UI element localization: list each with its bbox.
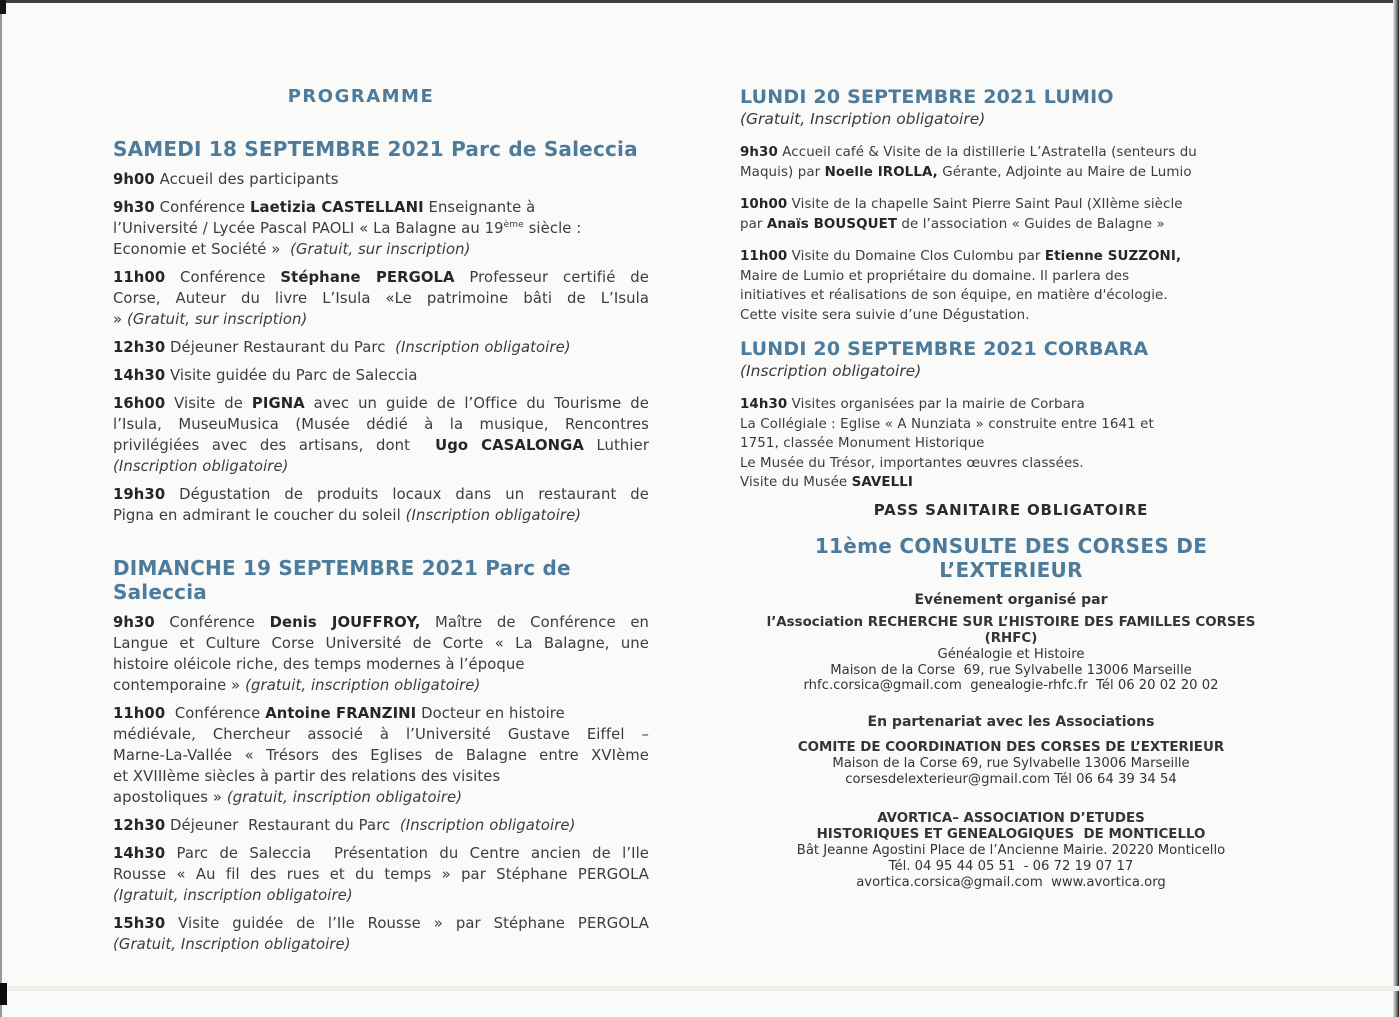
text-segment: Conférence (165, 705, 266, 722)
text-segment: initiatives et réalisations de son équipe, en matière d'écologie. (740, 288, 1168, 303)
footer-line: AVORTICA– ASSOCIATION D’ETUDES (877, 811, 1145, 827)
partner-comite (740, 740, 1282, 787)
text-segment: (gratuit, inscription obligatoire) (226, 789, 463, 806)
entry-line (740, 454, 1282, 474)
entry-line (113, 267, 649, 288)
text-segment: 15h30 (113, 915, 166, 932)
scan-edge-left (0, 0, 2, 1017)
entry-line (113, 675, 649, 696)
entry-line (740, 434, 1282, 454)
text-segment: Marne-La-Vallée « Trésors des Eglises de Balagne entre XVIème (113, 747, 649, 764)
scan-edge-right (1393, 0, 1399, 1017)
text-segment: Corse, Auteur du livre L’Isula «Le patrimoine bâti de L’Isula (113, 290, 649, 307)
schedule-entry (113, 365, 649, 386)
partner-avortica (740, 811, 1282, 890)
text-segment: avec un guide de l’Office du Tourisme de (304, 395, 650, 412)
text-segment: (Inscription obligatoire) (405, 507, 582, 524)
text-segment: SAVELLI (851, 475, 913, 490)
organizer-rhfc (740, 615, 1282, 694)
footer-line: Tél. 04 95 44 05 51 - 06 72 19 07 17 (888, 858, 1134, 874)
entry-line (113, 484, 649, 505)
text-segment: 11h00 (740, 249, 788, 264)
entry-line (113, 435, 649, 456)
text-segment: Gérante, Adjointe au Maire de Lumio (937, 164, 1192, 180)
schedule-entry (113, 267, 649, 330)
entry-line (113, 815, 649, 836)
schedule-entry (740, 195, 1282, 234)
text-segment: Conférence (165, 269, 281, 286)
day-heading: LUNDI 20 SEPTEMBRE 2021 LUMIO (740, 86, 1114, 108)
text-segment: (Inscription obligatoire) (113, 458, 289, 475)
left-day-sections (113, 137, 649, 955)
organizer-intro (740, 593, 1282, 609)
day-section (740, 86, 1282, 325)
entry-line (740, 306, 1282, 326)
text-segment: 11h00 (113, 705, 166, 722)
entry-line (113, 197, 649, 218)
text-segment: 9h00 (113, 171, 155, 188)
schedule-entry (113, 703, 649, 808)
text-segment: Stéphane PERGOLA (280, 269, 455, 286)
entry-line (113, 724, 649, 745)
text-segment: l’Isula, MuseuMusica (Musée dédié à la musique, Rencontres (113, 416, 649, 433)
text-segment: Dégustation de produits locaux dans un restaurant de (165, 486, 649, 503)
text-segment: 9h30 (740, 145, 778, 160)
organizer-partner-blocks (740, 593, 1282, 891)
text-segment: (Gratuit, sur inscription) (290, 241, 471, 258)
text-segment: Visite guidée du Parc de Saleccia (165, 367, 418, 384)
schedule-entry (113, 843, 649, 906)
schedule-entry (740, 143, 1282, 182)
text-segment: 9h30 (113, 199, 155, 216)
consulte-title: 11ème CONSULTE DES CORSES DE L’EXTERIEUR (814, 533, 1208, 582)
text-segment: contemporaine » (113, 677, 246, 694)
schedule-entry (113, 484, 649, 526)
text-segment: 10h00 (740, 197, 788, 212)
text-segment: Enseignante à (423, 199, 536, 216)
text-segment: (Igratuit, inscription obligatoire) (113, 887, 353, 904)
text-segment: Visites organisées par la mairie de Corbara (787, 397, 1085, 412)
text-segment: Visite du Domaine Clos Culombu par (787, 249, 1045, 264)
entry-line (113, 456, 649, 477)
right-column (740, 86, 1282, 904)
schedule-entry (113, 815, 649, 836)
text-segment: Economie et Société » (113, 241, 291, 258)
entry-line (740, 415, 1282, 435)
entry-line (113, 218, 649, 239)
schedule-entry (113, 612, 649, 696)
day-section (113, 137, 649, 526)
entry-line (113, 288, 649, 309)
text-segment: Visite de (165, 395, 252, 412)
entry-line (113, 766, 649, 787)
entry-line (740, 267, 1282, 287)
text-segment: 16h00 (113, 395, 166, 412)
entry-line (113, 414, 649, 435)
text-segment: Langue et Culture Corse Université de Corte « La Balagne, une (113, 635, 649, 652)
footer-line: Généalogie et Histoire (937, 646, 1085, 662)
left-column (113, 86, 649, 962)
schedule-entry (113, 337, 649, 358)
text-segment: (Gratuit, Inscription obligatoire) (113, 936, 351, 953)
entry-line (740, 473, 1282, 493)
text-segment: Maître de Conférence en (420, 614, 649, 631)
text-segment: 12h30 (113, 817, 166, 834)
text-segment: Professeur certifié de (454, 269, 649, 286)
text-segment: Maquis) par (740, 164, 825, 180)
entry-line (113, 703, 649, 724)
text-segment: de l’association « Guides de Balagne » (897, 216, 1165, 232)
text-segment: (Inscription obligatoire) (399, 817, 576, 834)
footer-line: HISTORIQUES ET GENEALOGIQUES DE MONTICELLO (816, 827, 1206, 843)
entry-line (740, 215, 1282, 235)
text-segment: 12h30 (113, 339, 166, 356)
text-segment: Visite guidée de l’Ile Rousse » par Stéphane PERGOLA (165, 915, 649, 932)
text-segment: l’Université / Lycée Pascal PAOLI « La Balagne au 19 (113, 220, 504, 237)
scan-bottom-left-mark (0, 983, 7, 1005)
text-segment: Rousse « Au fil des rues et du temps » par Stéphane PERGOLA (113, 866, 649, 883)
entry-line (740, 247, 1282, 267)
text-segment: (gratuit, inscription obligatoire) (245, 677, 481, 694)
entry-line (113, 239, 649, 260)
footer-line: COMITE DE COORDINATION DES CORSES DE L’EXTERIEUR (797, 740, 1225, 756)
entry-line (740, 143, 1282, 163)
text-segment: apostoliques » (113, 789, 227, 806)
text-segment: PIGNA (251, 395, 305, 412)
scan-corner-mark (0, 0, 6, 14)
text-segment: Accueil café & Visite de la distillerie L’Astratella (senteurs du (777, 145, 1197, 160)
entry-line (740, 286, 1282, 306)
text-segment: Etienne SUZZONI, (1044, 249, 1182, 264)
entry-line (113, 337, 649, 358)
text-segment: 9h30 (113, 614, 155, 631)
entry-line (113, 169, 649, 190)
footer-line: l’Association RECHERCHE SUR L’HISTOIRE DES FAMILLES CORSES (RHFC) (766, 615, 1261, 647)
day-section (113, 556, 649, 955)
entry-line (113, 787, 649, 808)
schedule-entry (740, 247, 1282, 325)
text-segment: médiévale, Chercheur associé à l’Université Gustave Eiffel – (113, 726, 649, 743)
day-subtitle: (Inscription obligatoire) (740, 362, 922, 380)
day-heading: LUNDI 20 SEPTEMBRE 2021 CORBARA (740, 338, 1149, 360)
day-section (740, 338, 1282, 493)
text-segment: Parc de Saleccia Présentation du Centre ancien de l’Ile (165, 845, 649, 862)
text-segment: Pigna en admirant le coucher du soleil (113, 507, 406, 524)
text-segment: ème (503, 220, 524, 231)
entry-line (113, 309, 649, 330)
entry-line (113, 393, 649, 414)
entry-line (113, 913, 649, 934)
entry-line (113, 505, 649, 526)
text-segment: Docteur en histoire (416, 705, 565, 722)
entry-line (113, 633, 649, 654)
entry-line (113, 612, 649, 633)
entry-line (113, 864, 649, 885)
text-segment: Conférence (154, 199, 250, 216)
entry-line (113, 843, 649, 864)
text-segment: 14h30 (113, 367, 166, 384)
footer-line: Maison de la Corse 69, rue Sylvabelle 13006 Marseille (832, 755, 1190, 771)
entry-line (113, 934, 649, 955)
text-segment: Le Musée du Trésor, importantes œuvres classées. (740, 455, 1084, 471)
schedule-entry (113, 169, 649, 190)
day-heading: DIMANCHE 19 SEPTEMBRE 2021 Parc de Saleccia (113, 556, 578, 604)
footer-line: Bât Jeanne Agostini Place de l’Ancienne Mairie. 20220 Monticello (796, 843, 1226, 859)
entry-line (740, 395, 1282, 415)
footer-line: corsesdelexterieur@gmail.com Tél 06 64 39 34 54 (845, 771, 1177, 787)
text-segment: Noelle IROLLA, (824, 164, 938, 180)
entry-line (113, 365, 649, 386)
text-segment: Anaïs BOUSQUET (766, 216, 898, 232)
program-title: PROGRAMME (287, 86, 435, 107)
text-segment: par (740, 216, 767, 232)
text-segment: Laetizia CASTELLANI (250, 199, 424, 216)
text-segment: histoire oléicole riche, des temps modernes à l’époque (113, 656, 525, 673)
text-segment: Maire de Lumio et propriétaire du domaine. Il parlera des (740, 268, 1130, 284)
text-segment: 14h30 (740, 397, 788, 412)
day-heading: SAMEDI 18 SEPTEMBRE 2021 Parc de Saleccia (113, 137, 638, 161)
footer-line: avortica.corsica@gmail.com www.avortica.org (856, 874, 1166, 890)
text-segment: (Gratuit, sur inscription) (126, 311, 308, 328)
text-segment: Déjeuner Restaurant du Parc (165, 817, 400, 834)
text-segment: Luthier (583, 437, 650, 454)
text-segment: Cette visite sera suivie d’une Dégustation. (740, 307, 1030, 323)
text-segment: Denis JOUFFROY, (269, 614, 421, 631)
text-segment: Antoine FRANZINI (265, 705, 417, 722)
entry-line (113, 654, 649, 675)
schedule-entry (113, 393, 649, 477)
text-segment: 14h30 (113, 845, 166, 862)
pass-sanitaire-notice: PASS SANITAIRE OBLIGATOIRE (873, 500, 1149, 519)
footer-line: rhfc.corsica@gmail.com genealogie-rhfc.fr Tél 06 20 02 20 02 (803, 678, 1219, 694)
schedule-entry (113, 913, 649, 955)
text-segment: » (113, 311, 127, 328)
scan-edge-top (0, 0, 1399, 3)
text-segment: Accueil des participants (154, 171, 339, 188)
entry-line (113, 885, 649, 906)
text-segment: siècle : (523, 220, 582, 237)
text-segment: Ugo CASALONGA (435, 437, 584, 454)
right-day-sections (740, 86, 1282, 493)
entry-line (113, 745, 649, 766)
day-subtitle: (Gratuit, Inscription obligatoire) (740, 110, 986, 128)
schedule-entry (113, 197, 649, 260)
text-segment: 19h30 (113, 486, 166, 503)
entry-line (740, 195, 1282, 215)
text-segment: et XVIIIème siècles à partir des relations des visites (113, 768, 501, 785)
scan-paper-shadow (0, 986, 1399, 991)
footer-line: En partenariat avec les Associations (867, 714, 1155, 731)
entry-line (740, 163, 1282, 183)
schedule-entry (740, 395, 1282, 493)
text-segment: Visite du Musée (740, 475, 852, 490)
text-segment: Conférence (154, 614, 270, 631)
footer-block (740, 501, 1282, 891)
text-segment: (Inscription obligatoire) (395, 339, 571, 356)
text-segment: 11h00 (113, 269, 166, 286)
footer-line: Evénement organisé par (914, 591, 1108, 608)
partners-intro (740, 715, 1282, 731)
footer-line: Maison de la Corse 69, rue Sylvabelle 13006 Marseille (830, 662, 1192, 678)
text-segment: Déjeuner Restaurant du Parc (165, 339, 396, 356)
text-segment: 1751, classée Monument Historique (740, 436, 985, 451)
text-segment: privilégiées avec des artisans, dont (113, 437, 436, 454)
text-segment: Visite de la chapelle Saint Pierre Saint Paul (XIIème siècle (787, 197, 1183, 212)
text-segment: La Collégiale : Eglise « A Nunziata » construite entre 1641 et (740, 416, 1154, 432)
